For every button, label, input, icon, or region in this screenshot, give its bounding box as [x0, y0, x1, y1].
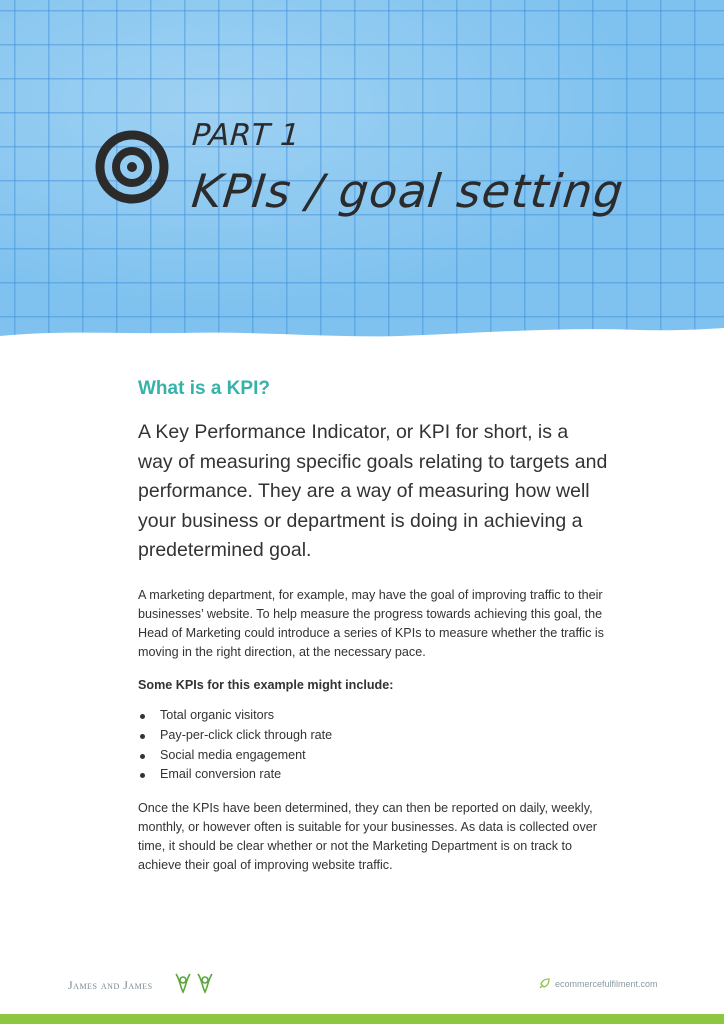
kpi-list: [138, 706, 608, 784]
footer-site-label: ecommercefulfilment.com: [555, 979, 658, 989]
body-paragraph-2: Once the KPIs have been determined, they can then be reported on daily, weekly, monthly, or however often is suitable for your businesses. As data is collected over time, it should be clear whether or not the Marketing Department is on track to achieve their goal of improving website traffic.: [138, 800, 597, 873]
company-logo: James and James: [68, 978, 153, 992]
target-icon: [93, 128, 171, 206]
wave-divider: [0, 300, 724, 350]
main-content: [138, 378, 608, 892]
list-item: Pay-per-click click through rate: [138, 726, 608, 746]
footer-bar: [0, 1014, 724, 1024]
list-item: Email conversion rate: [138, 765, 608, 785]
footer-website: [538, 978, 678, 990]
award-logos-icon: [172, 970, 216, 996]
section-title: What is a KPI?: [138, 378, 270, 399]
rocket-icon: [538, 978, 550, 990]
list-heading: Some KPIs for this example might include:: [138, 678, 394, 693]
part-label: PART 1: [190, 118, 302, 153]
list-item: Social media engagement: [138, 746, 608, 766]
lead-paragraph: A Key Performance Indicator, or KPI for short, is a way of measuring specific goals relating to targets and performance. They are a way of measuring how well your business or department is doing in achieving a predetermined goal.: [138, 421, 608, 561]
header-banner: [0, 0, 724, 345]
body-paragraph-1: A marketing department, for example, may have the goal of improving traffic to their businesses’ website. To help measure the progress towards achieving this goal, the Head of Marketing could introduce a series of KPIs to measure whether the traffic is moving in the right direction, at the necessary pace.: [138, 587, 604, 660]
list-item: Total organic visitors: [138, 706, 608, 726]
page-title: KPIs / goal setting: [189, 164, 627, 218]
